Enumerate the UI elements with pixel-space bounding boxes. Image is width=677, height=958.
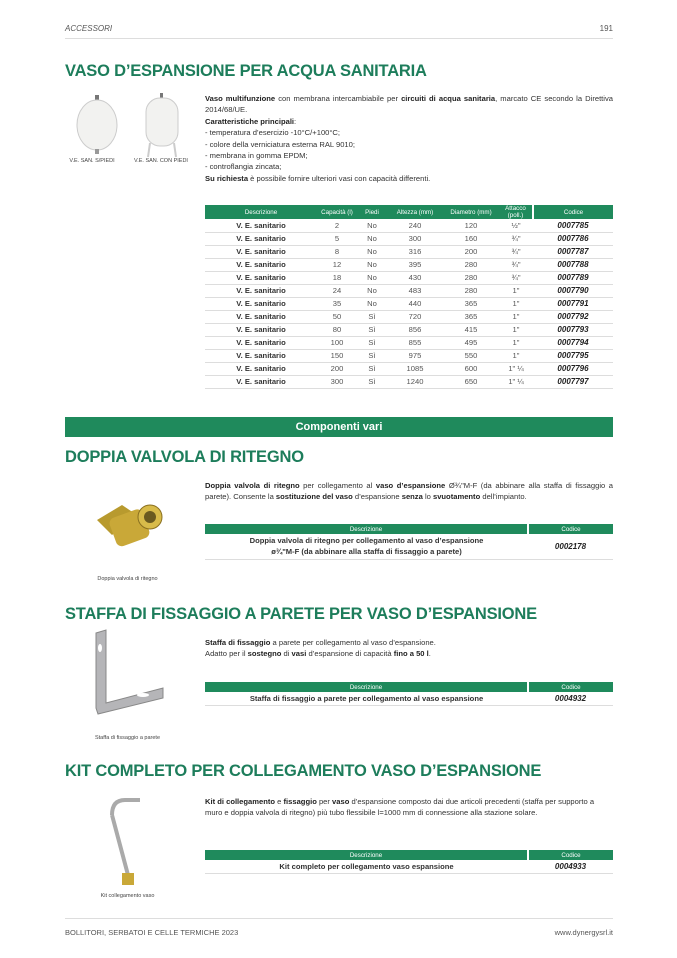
- table-row: [205, 271, 613, 284]
- image-caption: Staffa di fissaggio a parete: [94, 735, 161, 741]
- table-cell-code: 0004932: [528, 692, 613, 705]
- desc-text: e: [275, 797, 284, 806]
- desc-text: con membrana intercambiabile per: [275, 94, 402, 103]
- desc-bold: vasi: [291, 649, 307, 659]
- table-row: [205, 297, 613, 310]
- feature-item: - membrana in gomma EPDM;: [205, 151, 308, 161]
- footer-title: BOLLITORI, SERBATOI E CELLE TERMICHE 2023: [65, 928, 239, 937]
- table-cell: Sì: [357, 336, 387, 349]
- table-cell: No: [357, 219, 387, 232]
- table-cell: 0007796: [533, 362, 613, 375]
- desc-text: d’espansione composto dai due articoli precedenti (staffa per supporto a muro e doppia valvola di ritegno) più tubo flessibile l=1000 mm di connessione alla stazione solare.: [205, 797, 595, 818]
- page-header: [65, 24, 613, 39]
- column-header: Descrizione: [205, 524, 528, 534]
- table-cell: 5: [317, 232, 357, 245]
- section-title: STAFFA DI FISSAGGIO A PARETE PER VASO D’ESPANSIONE: [65, 605, 537, 623]
- table-cell: Sì: [357, 362, 387, 375]
- table-row: [205, 362, 613, 375]
- table-cell: 0007785: [533, 219, 613, 232]
- table-row: [205, 323, 613, 336]
- table-cell: 1": [499, 336, 533, 349]
- column-header: Codice: [528, 682, 613, 692]
- table-row: [205, 336, 613, 349]
- table-cell: 24: [317, 284, 357, 297]
- table-cell: Sì: [357, 375, 387, 388]
- table-cell: V. E. sanitario: [205, 297, 317, 310]
- table-cell: 0007795: [533, 349, 613, 362]
- table-cell: 316: [387, 245, 443, 258]
- desc-text: per: [316, 797, 333, 806]
- feature-item: - temperatura d’esercizio -10°C/+100°C;: [205, 128, 341, 138]
- column-header: Attacco (poll.): [499, 205, 533, 219]
- table-cell: 150: [317, 349, 357, 362]
- table-cell: 280: [443, 271, 499, 284]
- table-cell: 280: [443, 258, 499, 271]
- table-cell: 240: [387, 219, 443, 232]
- table-cell: ¾": [499, 258, 533, 271]
- desc-bold: Su richiesta: [205, 173, 249, 183]
- page-footer: [65, 918, 613, 937]
- table-cell: 1": [499, 349, 533, 362]
- table-cell: No: [357, 245, 387, 258]
- table-cell: 300: [317, 375, 357, 388]
- desc-text: è possibile fornire ulteriori vasi con capacità differenti.: [248, 173, 431, 183]
- table-cell: Sì: [357, 349, 387, 362]
- footer-website[interactable]: www.dynergysrl.it: [554, 928, 613, 937]
- table-cell: 35: [317, 297, 357, 310]
- table-cell: 550: [443, 349, 499, 362]
- column-header: Diametro (mm): [443, 205, 499, 219]
- table-cell: 720: [387, 310, 443, 323]
- table-cell: V. E. sanitario: [205, 323, 317, 336]
- desc-bold: Vaso multifunzione: [205, 94, 276, 103]
- table-cell: V. E. sanitario: [205, 219, 317, 232]
- table-cell: 300: [387, 232, 443, 245]
- feature-item: - controflangia zincata;: [205, 162, 282, 172]
- column-header: Codice: [533, 205, 613, 219]
- category-band: Componenti vari: [65, 417, 613, 437]
- table-row: [205, 310, 613, 323]
- connection-kit-image: [100, 795, 150, 890]
- product-table: [205, 850, 613, 874]
- table-row: [205, 375, 613, 388]
- features-heading: Caratteristiche principali: [205, 116, 295, 126]
- table-cell: 0007797: [533, 375, 613, 388]
- table-cell: Sì: [357, 323, 387, 336]
- column-header: Descrizione: [205, 682, 528, 692]
- table-cell: ¾": [499, 232, 533, 245]
- table-cell: V. E. sanitario: [205, 362, 317, 375]
- product-table: [205, 682, 613, 706]
- table-cell: 856: [387, 323, 443, 336]
- table-cell: 0007786: [533, 232, 613, 245]
- desc-bold: vaso d’espansione: [375, 481, 446, 490]
- table-row: [205, 284, 613, 297]
- table-cell-code: 0004933: [528, 860, 613, 873]
- table-cell: 0007787: [533, 245, 613, 258]
- table-cell: 1": [499, 284, 533, 297]
- table-cell: 50: [317, 310, 357, 323]
- table-cell: V. E. sanitario: [205, 232, 317, 245]
- table-cell: 975: [387, 349, 443, 362]
- column-header: Altezza (mm): [387, 205, 443, 219]
- table-cell: 120: [443, 219, 499, 232]
- table-cell: 200: [317, 362, 357, 375]
- table-cell: 0007789: [533, 271, 613, 284]
- table-cell: 1": [499, 310, 533, 323]
- table-row: [205, 232, 613, 245]
- desc-text: .: [428, 649, 431, 659]
- table-cell: V. E. sanitario: [205, 245, 317, 258]
- image-caption: Kit collegamento vaso: [100, 893, 155, 899]
- table-cell: No: [357, 258, 387, 271]
- table-cell: V. E. sanitario: [205, 271, 317, 284]
- table-cell: 483: [387, 284, 443, 297]
- desc-line: ø¾"M-F (da abbinare alla staffa di fissaggio a parete): [271, 547, 462, 557]
- table-cell: 395: [387, 258, 443, 271]
- desc-bold: fissaggio: [283, 797, 317, 806]
- expansion-vessel-feet-image: [142, 93, 182, 158]
- desc-line: Doppia valvola di ritegno per collegamento al vaso d’espansione: [249, 536, 484, 546]
- table-cell: 0007788: [533, 258, 613, 271]
- section-title: KIT COMPLETO PER COLLEGAMENTO VASO D’ESPANSIONE: [65, 762, 542, 780]
- desc-bold: Staffa di fissaggio: [205, 638, 271, 647]
- table-cell: No: [357, 232, 387, 245]
- desc-bold: vaso: [332, 797, 350, 806]
- desc-text: d’espansione: [352, 492, 402, 502]
- product-description: [205, 637, 613, 660]
- table-cell: ¾": [499, 245, 533, 258]
- desc-text: Adatto per il: [205, 649, 248, 659]
- table-cell: 0007790: [533, 284, 613, 297]
- desc-text: :: [294, 116, 297, 126]
- image-caption: Doppia valvola di ritegno: [97, 576, 158, 582]
- product-table: [205, 524, 613, 560]
- product-description: [205, 93, 613, 184]
- desc-text: , marcato CE secondo la Direttiva 2014/68/UE.: [205, 94, 613, 115]
- section-label: ACCESSORI: [65, 24, 113, 33]
- table-row: [205, 258, 613, 271]
- table-cell: V. E. sanitario: [205, 284, 317, 297]
- desc-text: di: [281, 649, 292, 659]
- column-header: Capacità (l): [317, 205, 357, 219]
- table-cell: 0007794: [533, 336, 613, 349]
- table-cell: V. E. sanitario: [205, 349, 317, 362]
- desc-bold: circuiti di acqua sanitaria: [401, 94, 496, 103]
- desc-bold: sostegno: [247, 649, 282, 659]
- table-cell: 440: [387, 297, 443, 310]
- table-cell: 365: [443, 297, 499, 310]
- table-cell: 365: [443, 310, 499, 323]
- desc-text: Ø¾"M-F (da abbinare alla staffa di fissaggio a parete). Consente la: [205, 481, 614, 502]
- column-header: Descrizione: [205, 850, 528, 860]
- product-table: [205, 205, 613, 389]
- table-row: [205, 349, 613, 362]
- table-cell: 8: [317, 245, 357, 258]
- table-cell: 12: [317, 258, 357, 271]
- desc-bold: Doppia valvola di ritegno: [205, 481, 300, 490]
- table-cell: 430: [387, 271, 443, 284]
- table-cell: 100: [317, 336, 357, 349]
- table-cell: V. E. sanitario: [205, 375, 317, 388]
- image-caption: V.E. SAN. S/PIEDI: [69, 158, 115, 164]
- column-header: Codice: [528, 850, 613, 860]
- desc-text: lo: [422, 492, 433, 502]
- section-title: DOPPIA VALVOLA DI RITEGNO: [65, 448, 304, 466]
- table-cell: 18: [317, 271, 357, 284]
- table-cell-code: 0002178: [528, 534, 613, 559]
- table-cell: V. E. sanitario: [205, 310, 317, 323]
- table-cell: V. E. sanitario: [205, 258, 317, 271]
- desc-text: a parete per collegamento al vaso d’espansione.: [270, 638, 436, 647]
- table-cell: 80: [317, 323, 357, 336]
- table-cell: 280: [443, 284, 499, 297]
- product-description: [205, 480, 613, 503]
- table-row: [205, 219, 613, 232]
- product-description: [205, 796, 613, 819]
- desc-bold: Kit di collegamento: [205, 797, 276, 806]
- column-header: Codice: [528, 524, 613, 534]
- table-cell: 1": [499, 297, 533, 310]
- table-cell: 0007791: [533, 297, 613, 310]
- desc-text: d’espansione di capacità: [306, 649, 394, 659]
- desc-bold: svuotamento: [432, 492, 481, 502]
- feature-item: - colore della verniciatura esterna RAL 9010;: [205, 139, 355, 149]
- page-number: 191: [599, 24, 613, 33]
- table-cell: 495: [443, 336, 499, 349]
- expansion-vessel-image: [75, 95, 120, 155]
- table-cell: No: [357, 284, 387, 297]
- table-cell-description: [205, 534, 528, 559]
- table-cell: 1240: [387, 375, 443, 388]
- check-valve-image: [92, 495, 167, 560]
- table-cell: Sì: [357, 310, 387, 323]
- desc-bold: senza: [401, 492, 423, 502]
- desc-text: dell’impianto.: [480, 492, 527, 502]
- desc-bold: fino a 50 l: [393, 649, 429, 659]
- table-cell: 650: [443, 375, 499, 388]
- table-cell: V. E. sanitario: [205, 336, 317, 349]
- table-cell-description: Staffa di fissaggio a parete per collegamento al vaso espansione: [205, 692, 528, 705]
- table-cell-description: Kit completo per collegamento vaso espansione: [205, 860, 528, 873]
- table-cell: 415: [443, 323, 499, 336]
- table-cell: 1085: [387, 362, 443, 375]
- table-cell: 200: [443, 245, 499, 258]
- section-title: VASO D’ESPANSIONE PER ACQUA SANITARIA: [65, 62, 427, 80]
- table-cell: No: [357, 297, 387, 310]
- column-header: Piedi: [357, 205, 387, 219]
- table-cell: No: [357, 271, 387, 284]
- table-cell: 2: [317, 219, 357, 232]
- table-cell: ½": [499, 219, 533, 232]
- desc-bold: sostituzione del vaso: [275, 492, 353, 502]
- table-cell: 1" ¼: [499, 375, 533, 388]
- table-cell: 160: [443, 232, 499, 245]
- table-cell: 1": [499, 323, 533, 336]
- image-caption: V.E. SAN. CON PIEDI: [134, 158, 188, 164]
- table-cell: 1" ¼: [499, 362, 533, 375]
- table-row: [205, 245, 613, 258]
- column-header: Descrizione: [205, 205, 317, 219]
- table-cell: 0007793: [533, 323, 613, 336]
- table-cell: 0007792: [533, 310, 613, 323]
- table-cell: ¾": [499, 271, 533, 284]
- table-cell: 855: [387, 336, 443, 349]
- desc-text: per collegamento al: [299, 481, 376, 490]
- wall-bracket-image: [88, 628, 168, 716]
- table-cell: 600: [443, 362, 499, 375]
